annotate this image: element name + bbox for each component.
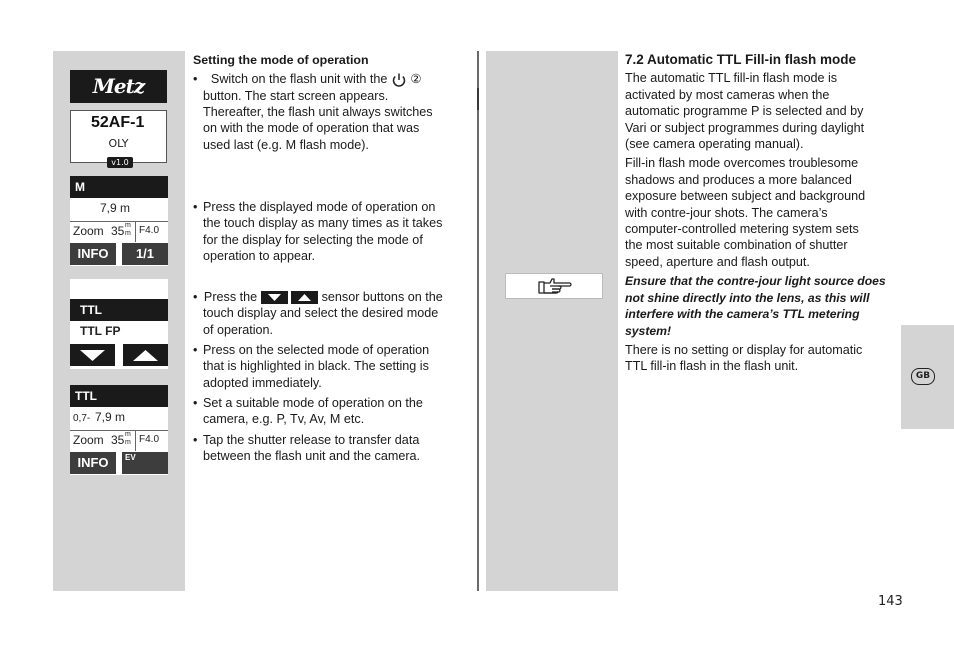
bullet-text: Switch on the flash unit with the [210, 72, 388, 86]
text-line: between the flash unit and the camera. [203, 449, 421, 464]
power-button[interactable]: 1/1 [122, 243, 168, 265]
text-line: Tap the shutter release to transfer data [203, 433, 420, 447]
button-number: ② [410, 72, 422, 86]
distance-readout: 7,9 m [100, 201, 131, 215]
text-line: TTL fill-in flash in the flash unit. [625, 359, 799, 374]
info-button[interactable]: INFO [70, 243, 116, 265]
text-line: Fill-in flash mode overcomes troublesome [625, 156, 859, 171]
metz-logo: Metz [70, 70, 167, 103]
text-line: not shine directly into the lens, as this will [625, 290, 870, 305]
bullet-text [203, 432, 473, 465]
panel-separator [70, 221, 168, 222]
bullet-text: sensor buttons on the [321, 290, 443, 304]
right-text-column [625, 52, 900, 375]
text-line: with contre-jour shots. The camera’s [625, 205, 828, 220]
bullet-sensor-buttons [193, 289, 473, 338]
divider-marker [477, 88, 479, 110]
text-line: computer-controlled metering system sets [625, 222, 859, 237]
bullet-switch-on [193, 71, 473, 153]
down-arrow-button-icon [261, 291, 288, 304]
triangle-up-icon [123, 344, 168, 366]
pointing-hand-icon [506, 274, 602, 298]
left-text-column [193, 52, 473, 68]
bullet-dot: • [193, 290, 198, 304]
text-line: automatic programme P is selected and by [625, 104, 864, 119]
paragraph [625, 342, 900, 375]
warning-note [625, 273, 900, 339]
bullet-text [203, 199, 473, 265]
text-line: interfere with the camera’s TTL metering [625, 307, 860, 322]
bullet-select-mode [193, 342, 473, 391]
panel-separator [70, 430, 168, 431]
section-heading: Setting the mode of operation [193, 53, 369, 67]
paragraph [625, 155, 900, 270]
text-line: of operation. [203, 322, 274, 337]
text-line: There is no setting or display for automatic [625, 342, 863, 357]
text-line: shadows and produces a more balanced [625, 172, 852, 187]
zoom-value: 35 [111, 433, 125, 447]
text-line: used last (e.g. M flash mode). [203, 137, 369, 152]
text-line: touch display and select the desired mode [203, 306, 439, 321]
text-line: Press on the selected mode of operation [203, 343, 430, 357]
firmware-version: v1.0 [107, 157, 133, 168]
model-name: 52AF-1 [91, 114, 145, 131]
panel-separator [135, 221, 136, 242]
text-line: Thereafter, the flash unit always switches [203, 105, 433, 120]
text-line: system! [625, 323, 672, 338]
triangle-down-icon [70, 344, 115, 366]
text-line: speed, aperture and flash output. [625, 254, 810, 269]
aperture-value: F4.0 [139, 434, 160, 445]
power-icon [391, 72, 407, 88]
bullet-dot: • [193, 396, 198, 410]
zoom-label: Zoom [73, 224, 104, 238]
section-heading: 7.2 Automatic TTL Fill-in flash mode [625, 52, 857, 67]
bullet-text-cont [203, 305, 473, 338]
text-line: operation to appear. [203, 249, 316, 264]
bullet-dot: • [193, 343, 198, 357]
bullet-shutter-release [193, 432, 473, 465]
bullet-text [203, 395, 473, 428]
mode-option-ttl-selected[interactable]: TTL [70, 299, 168, 321]
mode-bar-m[interactable]: M [70, 176, 168, 198]
text-line: on with the mode of operation that was [203, 121, 420, 136]
bullet-text: Press the [203, 290, 258, 304]
text-line: Press the displayed mode of operation on [203, 200, 436, 214]
zoom-unit-bottom: m [125, 439, 131, 446]
column-divider [477, 51, 479, 591]
language-badge: GB [911, 368, 935, 385]
bullet-dot: • [193, 200, 198, 214]
ev-button[interactable]: EV [122, 452, 168, 474]
distance-range-start: 0,7- [73, 413, 91, 424]
text-line: the touch display as many times as it takes [203, 216, 443, 231]
text-line: the most suitable combination of shutter [625, 238, 848, 253]
up-arrow-button-icon [291, 291, 318, 304]
bullet-press-mode [193, 199, 473, 265]
bullet-camera-mode [193, 395, 473, 428]
text-line: activated by most cameras when the [625, 87, 830, 102]
aperture-value: F4.0 [139, 225, 160, 236]
distance-readout: 7,9 m [95, 410, 126, 424]
camera-system: OLY [108, 137, 129, 150]
text-line: camera, e.g. P, Tv, Av, M etc. [203, 412, 365, 427]
zoom-label: Zoom [73, 433, 104, 447]
note-column [486, 51, 618, 591]
text-line: button. The start screen appears. [203, 88, 389, 103]
start-screen-display [70, 110, 167, 167]
text-line: exposure between subject and background [625, 189, 866, 204]
zoom-unit-top: m [125, 431, 131, 438]
panel-separator [135, 430, 136, 451]
up-button[interactable] [123, 344, 168, 366]
bullet-text [203, 342, 473, 391]
text-line: Ensure that the contre-jour light source does [625, 274, 886, 289]
text-line: The automatic TTL fill-in flash mode is [625, 71, 838, 86]
zoom-unit-bottom: m [125, 230, 131, 237]
mode-option-ttl-fp[interactable]: TTL FP [80, 324, 121, 338]
bullet-text-cont [203, 88, 473, 154]
text-line: (see camera operating manual). [625, 137, 804, 152]
page-number: 143 [878, 594, 903, 609]
text-line: that is highlighted in black. The setting is [203, 359, 429, 374]
text-line: for the display for selecting the mode of [203, 232, 423, 247]
down-button[interactable] [70, 344, 115, 366]
paragraph [625, 70, 900, 152]
mode-bar-ttl[interactable]: TTL [70, 385, 168, 407]
text-line: Set a suitable mode of operation on the [203, 396, 423, 410]
note-box [505, 273, 603, 299]
bullet-dot: • [193, 433, 198, 447]
zoom-unit-top: m [125, 222, 131, 229]
info-button[interactable]: INFO [70, 452, 116, 474]
text-line: adopted immediately. [203, 375, 322, 390]
text-line: Vari or subject programmes during daylight [625, 120, 865, 135]
bullet-dot: • [193, 72, 198, 86]
zoom-value: 35 [111, 224, 125, 238]
